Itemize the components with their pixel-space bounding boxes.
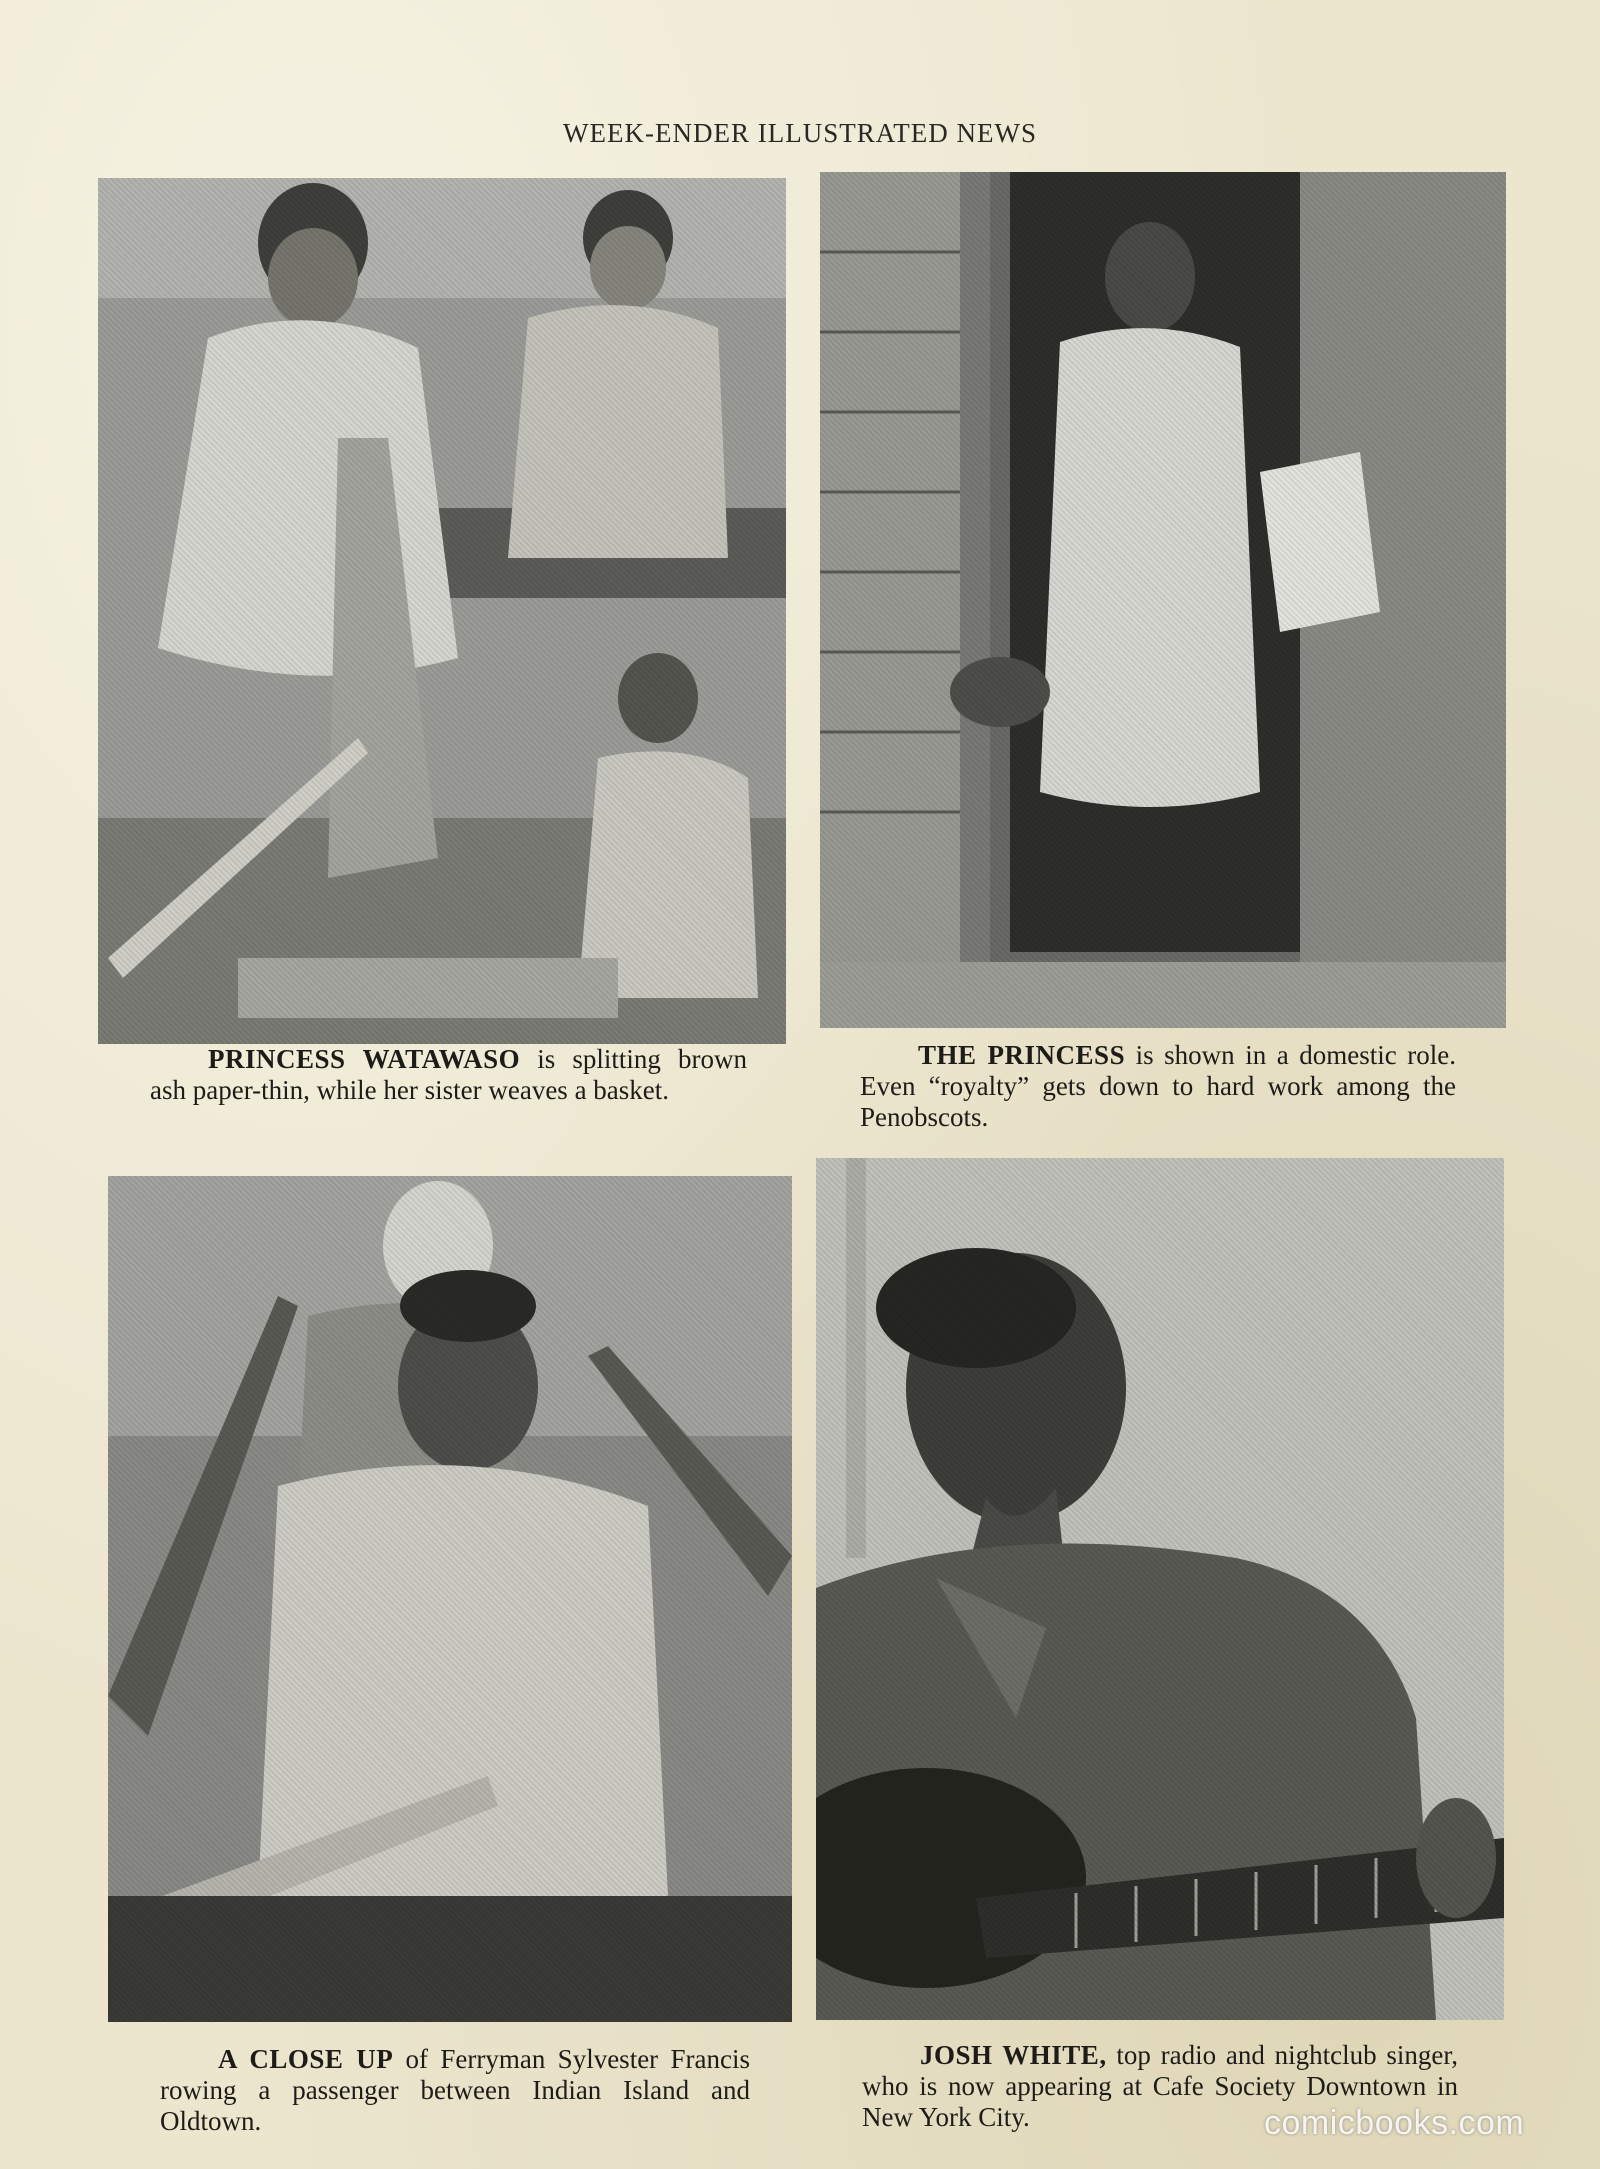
caption-lead: PRINCESS WATAWASO: [208, 1044, 521, 1074]
caption-lead: A CLOSE UP: [218, 2044, 394, 2074]
photo-the-princess: [820, 172, 1506, 1028]
caption-princess-watawaso: [150, 1044, 747, 1106]
watermark: comicbooks.com: [1264, 2104, 1525, 2142]
caption-ferryman-close-up: [160, 2044, 750, 2137]
caption-text: is splitting brown ash paper-thin, while her sister weaves a basket.: [150, 1044, 747, 1105]
caption-text: is shown in a domestic role. Even “royalty” gets down to hard work among the Penobscots.: [860, 1040, 1456, 1132]
caption-text: top radio and nightclub singer, who is now appearing at Cafe Society Downtown in New York City.: [862, 2040, 1458, 2132]
photo-princess-watawaso: [98, 178, 786, 1044]
masthead: WEEK-ENDER ILLUSTRATED NEWS: [563, 118, 1037, 148]
photo-josh-white: [816, 1158, 1504, 2020]
caption-text: of Ferryman Sylvester Francis rowing a passenger between Indian Island and Oldtown.: [160, 2044, 750, 2136]
caption-lead: THE PRINCESS: [918, 1040, 1126, 1070]
caption-lead: JOSH WHITE,: [920, 2040, 1107, 2070]
photo-ferryman-close-up: [108, 1176, 792, 2022]
caption-the-princess: [860, 1040, 1456, 1133]
